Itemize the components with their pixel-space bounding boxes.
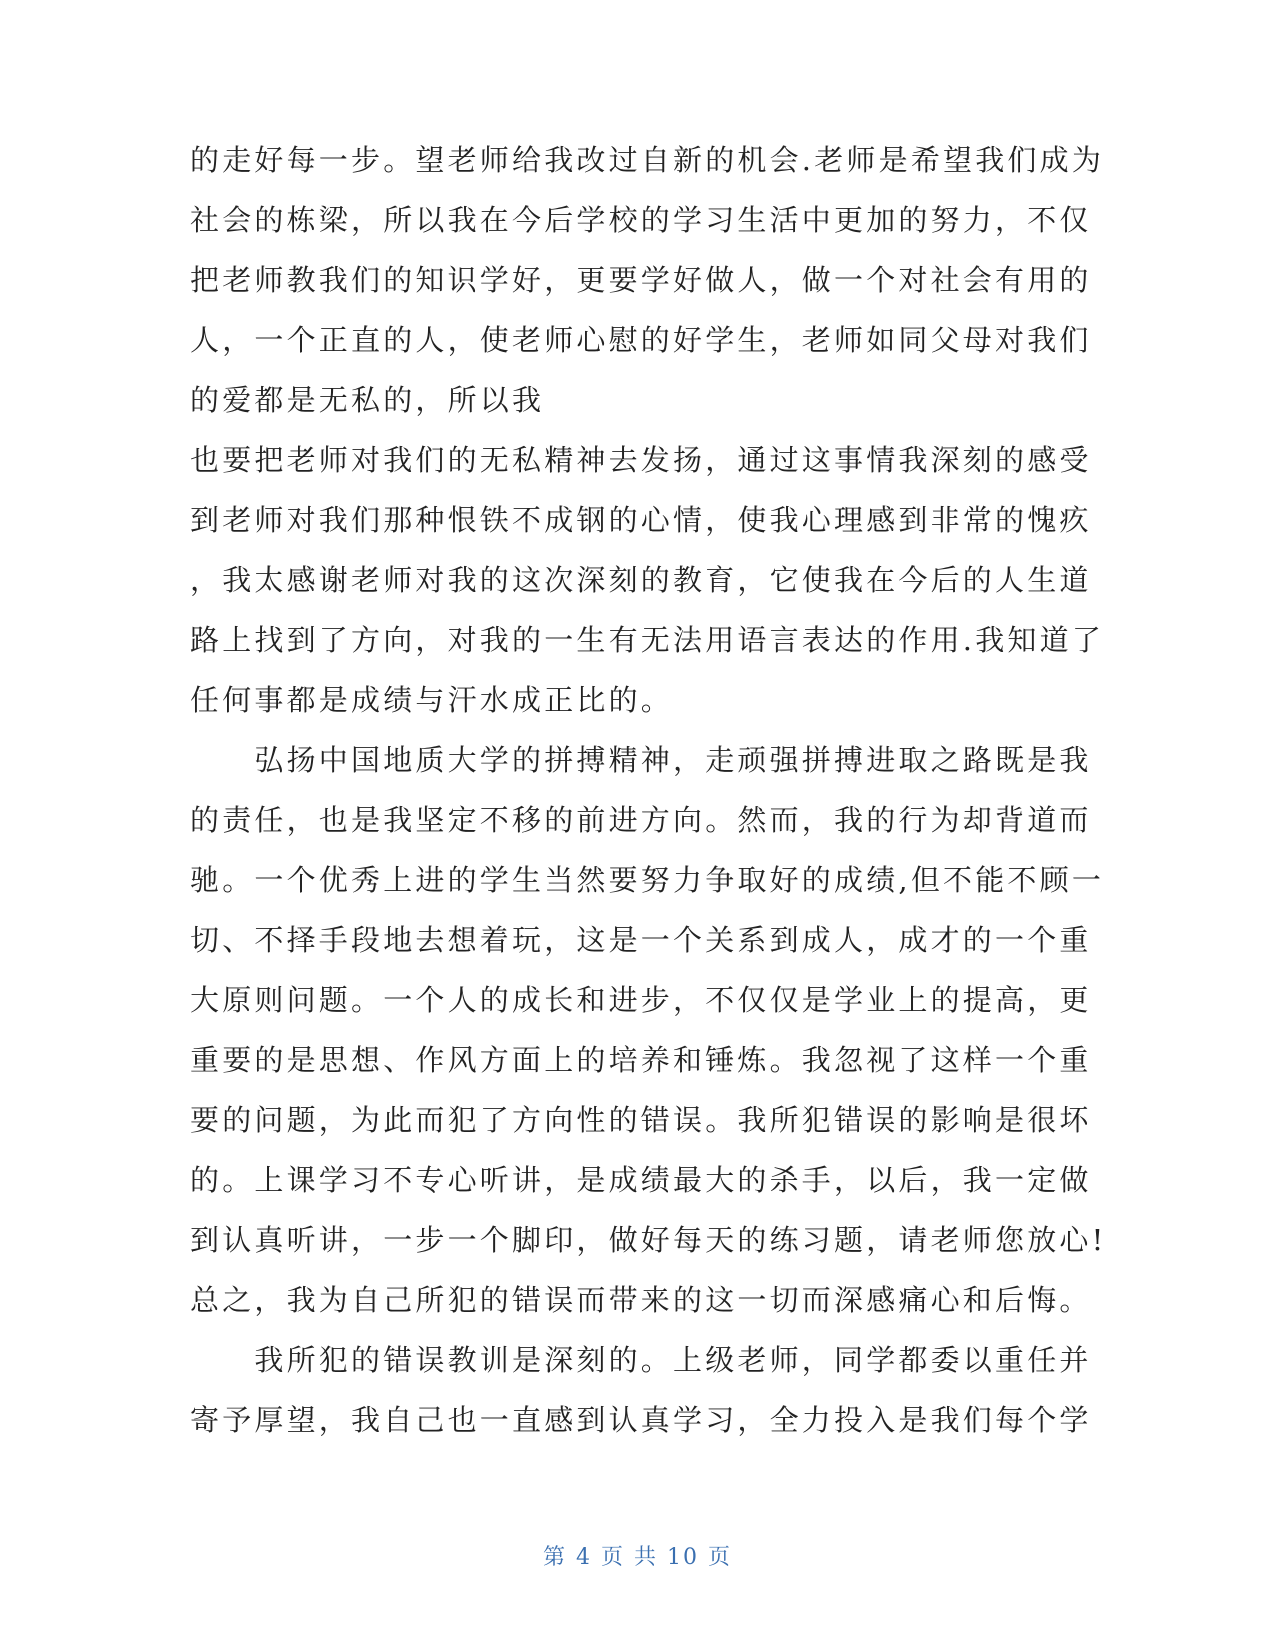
text-line: 的走好每一步。望老师给我改过自新的机会.老师是希望我们成为 xyxy=(190,143,1105,177)
text-line: 的责任，也是我坚定不移的前进方向。然而，我的行为却背道而 xyxy=(190,803,1092,837)
text-line: 的爱都是无私的，所以我 xyxy=(190,383,545,417)
text-line: ，我太感谢老师对我的这次深刻的教育，它使我在今后的人生道 xyxy=(190,563,1092,597)
text-line: 的。上课学习不专心听讲，是成绩最大的杀手，以后，我一定做 xyxy=(190,1163,1092,1197)
text-line: 大原则问题。一个人的成长和进步，不仅仅是学业上的提高，更 xyxy=(190,983,1092,1017)
text-line: 人，一个正直的人，使老师心慰的好学生，老师如同父母对我们 xyxy=(190,323,1092,357)
text-line: 弘扬中国地质大学的拼搏精神，走顽强拼搏进取之路既是我 xyxy=(190,743,1092,777)
text-line: 我所犯的错误教训是深刻的。上级老师，同学都委以重任并 xyxy=(190,1343,1092,1377)
text-line: 也要把老师对我们的无私精神去发扬，通过这事情我深刻的感受 xyxy=(190,443,1092,477)
text-line: 社会的栋梁，所以我在今后学校的学习生活中更加的努力，不仅 xyxy=(190,203,1092,237)
text-line: 重要的是思想、作风方面上的培养和锤炼。我忽视了这样一个重 xyxy=(190,1043,1092,1077)
page-number-footer: 第 4 页 共 10 页 xyxy=(543,1545,732,1570)
text-line: 切、不择手段地去想着玩，这是一个关系到成人，成才的一个重 xyxy=(190,923,1092,957)
text-line: 任何事都是成绩与汗水成正比的。 xyxy=(190,683,674,717)
body-text xyxy=(190,130,1107,1450)
text-line: 寄予厚望，我自己也一直感到认真学习，全力投入是我们每个学 xyxy=(190,1403,1092,1437)
text-line: 把老师教我们的知识学好，更要学好做人，做一个对社会有用的 xyxy=(190,263,1092,297)
text-line: 到认真听讲，一步一个脚印，做好每天的练习题，请老师您放心! xyxy=(190,1223,1107,1257)
text-line: 要的问题，为此而犯了方向性的错误。我所犯错误的影响是很坏 xyxy=(190,1103,1092,1137)
text-line: 驰。一个优秀上进的学生当然要努力争取好的成绩,但不能不顾一 xyxy=(190,863,1105,897)
text-line: 路上找到了方向，对我的一生有无法用语言表达的作用.我知道了 xyxy=(190,623,1105,657)
text-line: 到老师对我们那种恨铁不成钢的心情，使我心理感到非常的愧疚 xyxy=(190,503,1092,537)
text-line: 总之，我为自己所犯的错误而带来的这一切而深感痛心和后悔。 xyxy=(190,1283,1092,1317)
